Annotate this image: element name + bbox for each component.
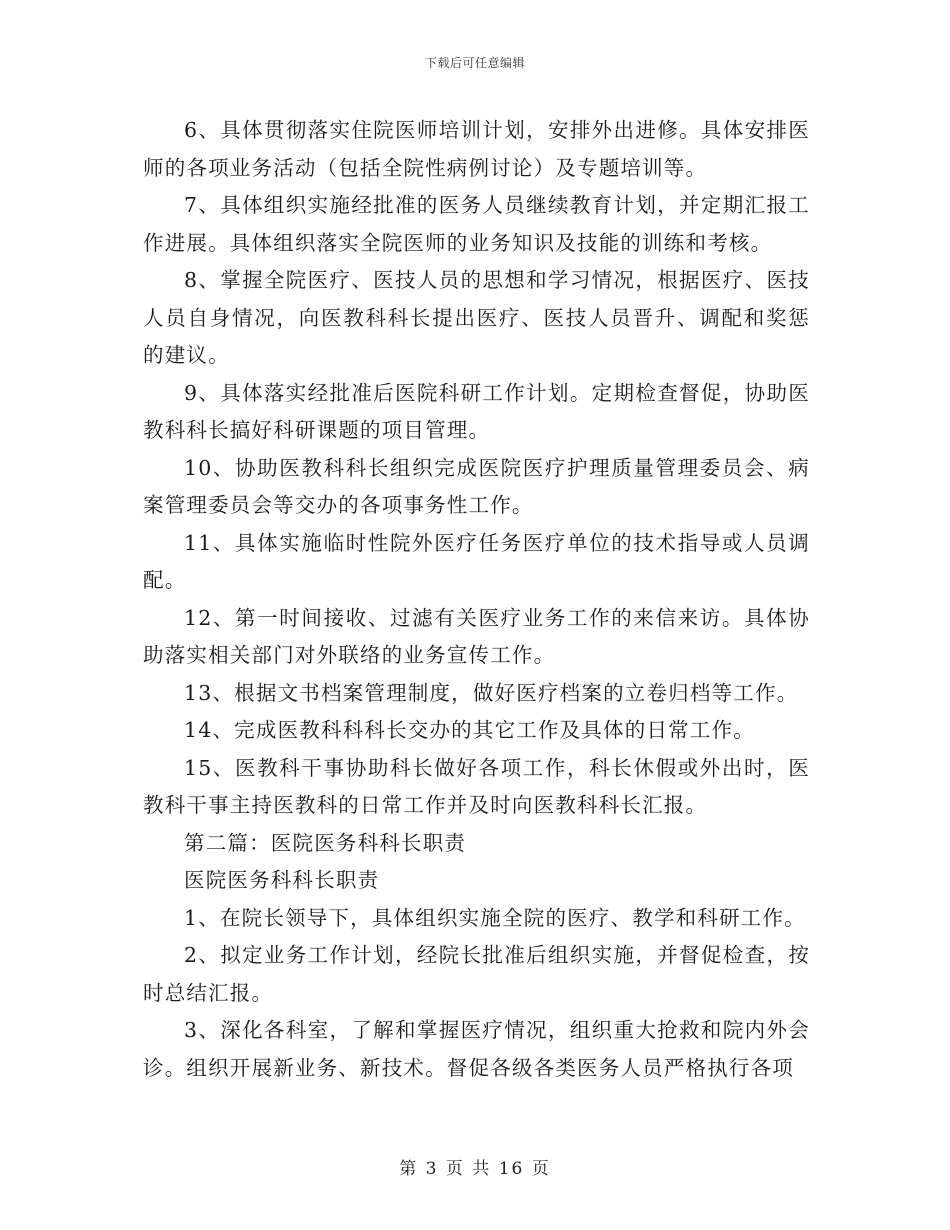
- paragraph-10: 10、协助医教科科长组织完成医院医疗护理质量管理委员会、病案管理委员会等交办的各项事务性工作。: [143, 455, 810, 517]
- duty-item-1: 1、在院长领导下，具体组织实施全院的医疗、教学和科研工作。: [184, 905, 806, 930]
- page-footer: 第 3 页 共 16 页: [399, 1159, 551, 1179]
- paragraph-9: 9、具体落实经批准后医院科研工作计划。定期检查督促，协助医教科科长搞好科研课题的项目管理。: [143, 380, 810, 442]
- duty-item-2: 2、拟定业务工作计划，经院长批准后组织实施，并督促检查，按时总结汇报。: [143, 943, 810, 1005]
- section-title: 医院医务科科长职责: [184, 868, 380, 892]
- document-body: [143, 112, 810, 1087]
- duty-item-3: 3、深化各科室，了解和掌握医疗情况，组织重大抢救和院内外会诊。组织开展新业务、新技术。督促各级各类医务人员严格执行各项: [143, 1018, 810, 1080]
- paragraph-11: 11、具体实施临时性院外医疗任务医疗单位的技术指导或人员调配。: [143, 530, 810, 592]
- page-header: 下载后可任意编辑: [424, 56, 525, 70]
- section-heading: 第二篇：医院医务科科长职责: [184, 830, 467, 855]
- paragraph-12: 12、第一时间接收、过滤有关医疗业务工作的来信来访。具体协助落实相关部门对外联络的业务宣传工作。: [143, 605, 810, 667]
- paragraph-15: 15、医教科干事协助科长做好各项工作，科长休假或外出时，医教科干事主持医教科的日常工作并及时向医教科科长汇报。: [143, 755, 810, 817]
- paragraph-7: 7、具体组织实施经批准的医务人员继续教育计划，并定期汇报工作进展。具体组织落实全院医师的业务知识及技能的训练和考核。: [143, 193, 810, 255]
- paragraph-6: 6、具体贯彻落实住院医师培训计划，安排外出进修。具体安排医师的各项业务活动（包括全院性病例讨论）及专题培训等。: [143, 118, 810, 180]
- paragraph-13: 13、根据文书档案管理制度，做好医疗档案的立卷归档等工作。: [184, 680, 799, 705]
- paragraph-14: 14、完成医教科科科长交办的其它工作及具体的日常工作。: [184, 718, 755, 742]
- paragraph-8: 8、掌握全院医疗、医技人员的思想和学习情况，根据医疗、医技人员自身情况，向医教科科长提出医疗、医技人员晋升、调配和奖惩的建议。: [143, 268, 810, 367]
